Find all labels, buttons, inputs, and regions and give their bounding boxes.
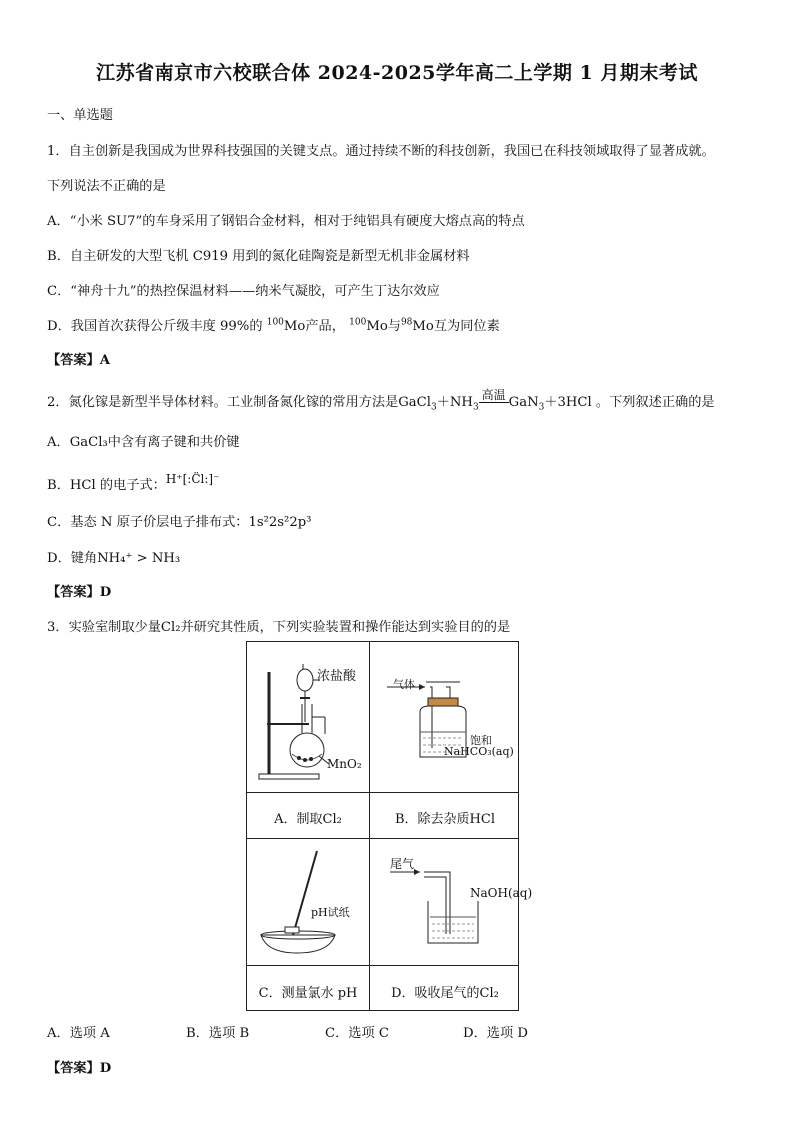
- q1-option-a: A．“小米 SU7”的车身采用了钢铝合金材料，相对于纯铝具有硬度大熔点高的特点: [47, 214, 525, 229]
- q3-stem: 3．实验室制取少量Cl₂并研究其性质，下列实验装置和操作能达到实验目的的是: [47, 620, 511, 635]
- q1-option-b: B．自主研发的大型飞机 C919 用到的氮化硅陶瓷是新型无机非金属材料: [47, 249, 470, 264]
- q2-c-formula: 1s²2s²2p³: [248, 515, 312, 530]
- label-saturated: 饱和: [470, 734, 492, 747]
- table-hline-1: [247, 792, 518, 793]
- q1-option-c: C．“神舟十九”的热控保温材料——纳米气凝胶，可产生丁达尔效应: [47, 284, 440, 299]
- q1-answer: 【答案】A: [47, 353, 110, 368]
- apparatus-c-image: [247, 839, 369, 965]
- q2-reaction-arrow: [479, 388, 509, 410]
- section-heading: 一、单选题: [47, 108, 113, 123]
- q2-stem-post: GaN: [508, 395, 539, 410]
- q3-choice-b: B．选项 B: [186, 1026, 250, 1041]
- q1-stem-line1: 1．自主创新是我国成为世界科技强国的关键支点。通过持续不断的科技创新，我国已在科技领域取得了显著成就。: [47, 144, 715, 159]
- q1-d-iso2: 100: [349, 317, 367, 328]
- caption-a: A．制取Cl₂: [274, 812, 342, 827]
- label-tail-gas: 尾气: [390, 857, 415, 871]
- apparatus-b-image: [370, 642, 520, 792]
- q3-answer: 【答案】D: [47, 1061, 112, 1076]
- q1-stem-line2: 下列说法不正确的是: [47, 179, 166, 194]
- q3-figure-table: [246, 641, 533, 1011]
- q1-d-prefix: D．我国首次获得公斤级丰度 99%的: [47, 319, 267, 334]
- q2-stem-mid: ＋NH: [436, 395, 473, 410]
- q3-choice-a: A．选项 A: [47, 1026, 110, 1041]
- label-mno2: MnO₂: [327, 757, 362, 771]
- q2-b-prefix: B．HCl 的电子式：: [47, 478, 166, 493]
- q2-condition: 高温: [481, 388, 506, 402]
- q2-option-d: D．键角NH₄⁺ > NH₃: [47, 551, 181, 566]
- q1-d-iso1: 100: [266, 317, 284, 328]
- label-naoh: NaOH(aq): [470, 886, 533, 900]
- q3-choice-d: D．选项 D: [463, 1026, 528, 1041]
- label-nahco3: NaHCO₃(aq): [444, 745, 514, 758]
- caption-d: D．吸收尾气的Cl₂: [391, 986, 499, 1001]
- q3-choice-c: C．选项 C: [325, 1026, 389, 1041]
- label-conc-hcl: 浓盐酸: [317, 669, 357, 684]
- label-ph-paper: pH试纸: [311, 906, 350, 919]
- q1-d-end: Mo互为同位素: [412, 319, 500, 334]
- q2-c-prefix: C．基态 N 原子价层电子排布式：: [47, 515, 249, 530]
- q2-stem: 2．氮化镓是新型半导体材料。工业制备氮化镓的常用方法是$GaCl_3+NH_3$ 高温 GaN$_3$＋3HCl 。下列叙述正确的是: [47, 388, 715, 413]
- caption-b: B．除去杂质HCl: [395, 812, 495, 827]
- q1-d-iso3: 98: [400, 317, 413, 328]
- caption-c: C．测量氯水 pH: [258, 986, 358, 1001]
- q2-b-formula: H⁺[:C̈l:]⁻: [165, 472, 220, 486]
- q2-stem-prefix: 2．氮化镓是新型半导体材料。工业制备氮化镓的常用方法是GaCl: [47, 395, 431, 410]
- q1-d-mid1: Mo产品，: [283, 319, 345, 334]
- q2-option-a: A．GaCl₃中含有离子键和共价键: [47, 435, 240, 450]
- q2-option-b: [47, 474, 219, 493]
- table-hline-3: [247, 965, 518, 966]
- label-gas: 气体: [393, 678, 415, 691]
- q2-option-c: [47, 511, 311, 530]
- q2-answer: 【答案】D: [47, 585, 112, 600]
- q2-stem-end: ＋3HCl 。下列叙述正确的是: [544, 395, 715, 410]
- q1-d-mid2: Mo与: [366, 319, 401, 334]
- page-title: 江苏省南京市六校联合体 2024-2025学年高二上学期 1 月期末考试: [96, 62, 698, 84]
- q1-option-d: [47, 315, 500, 334]
